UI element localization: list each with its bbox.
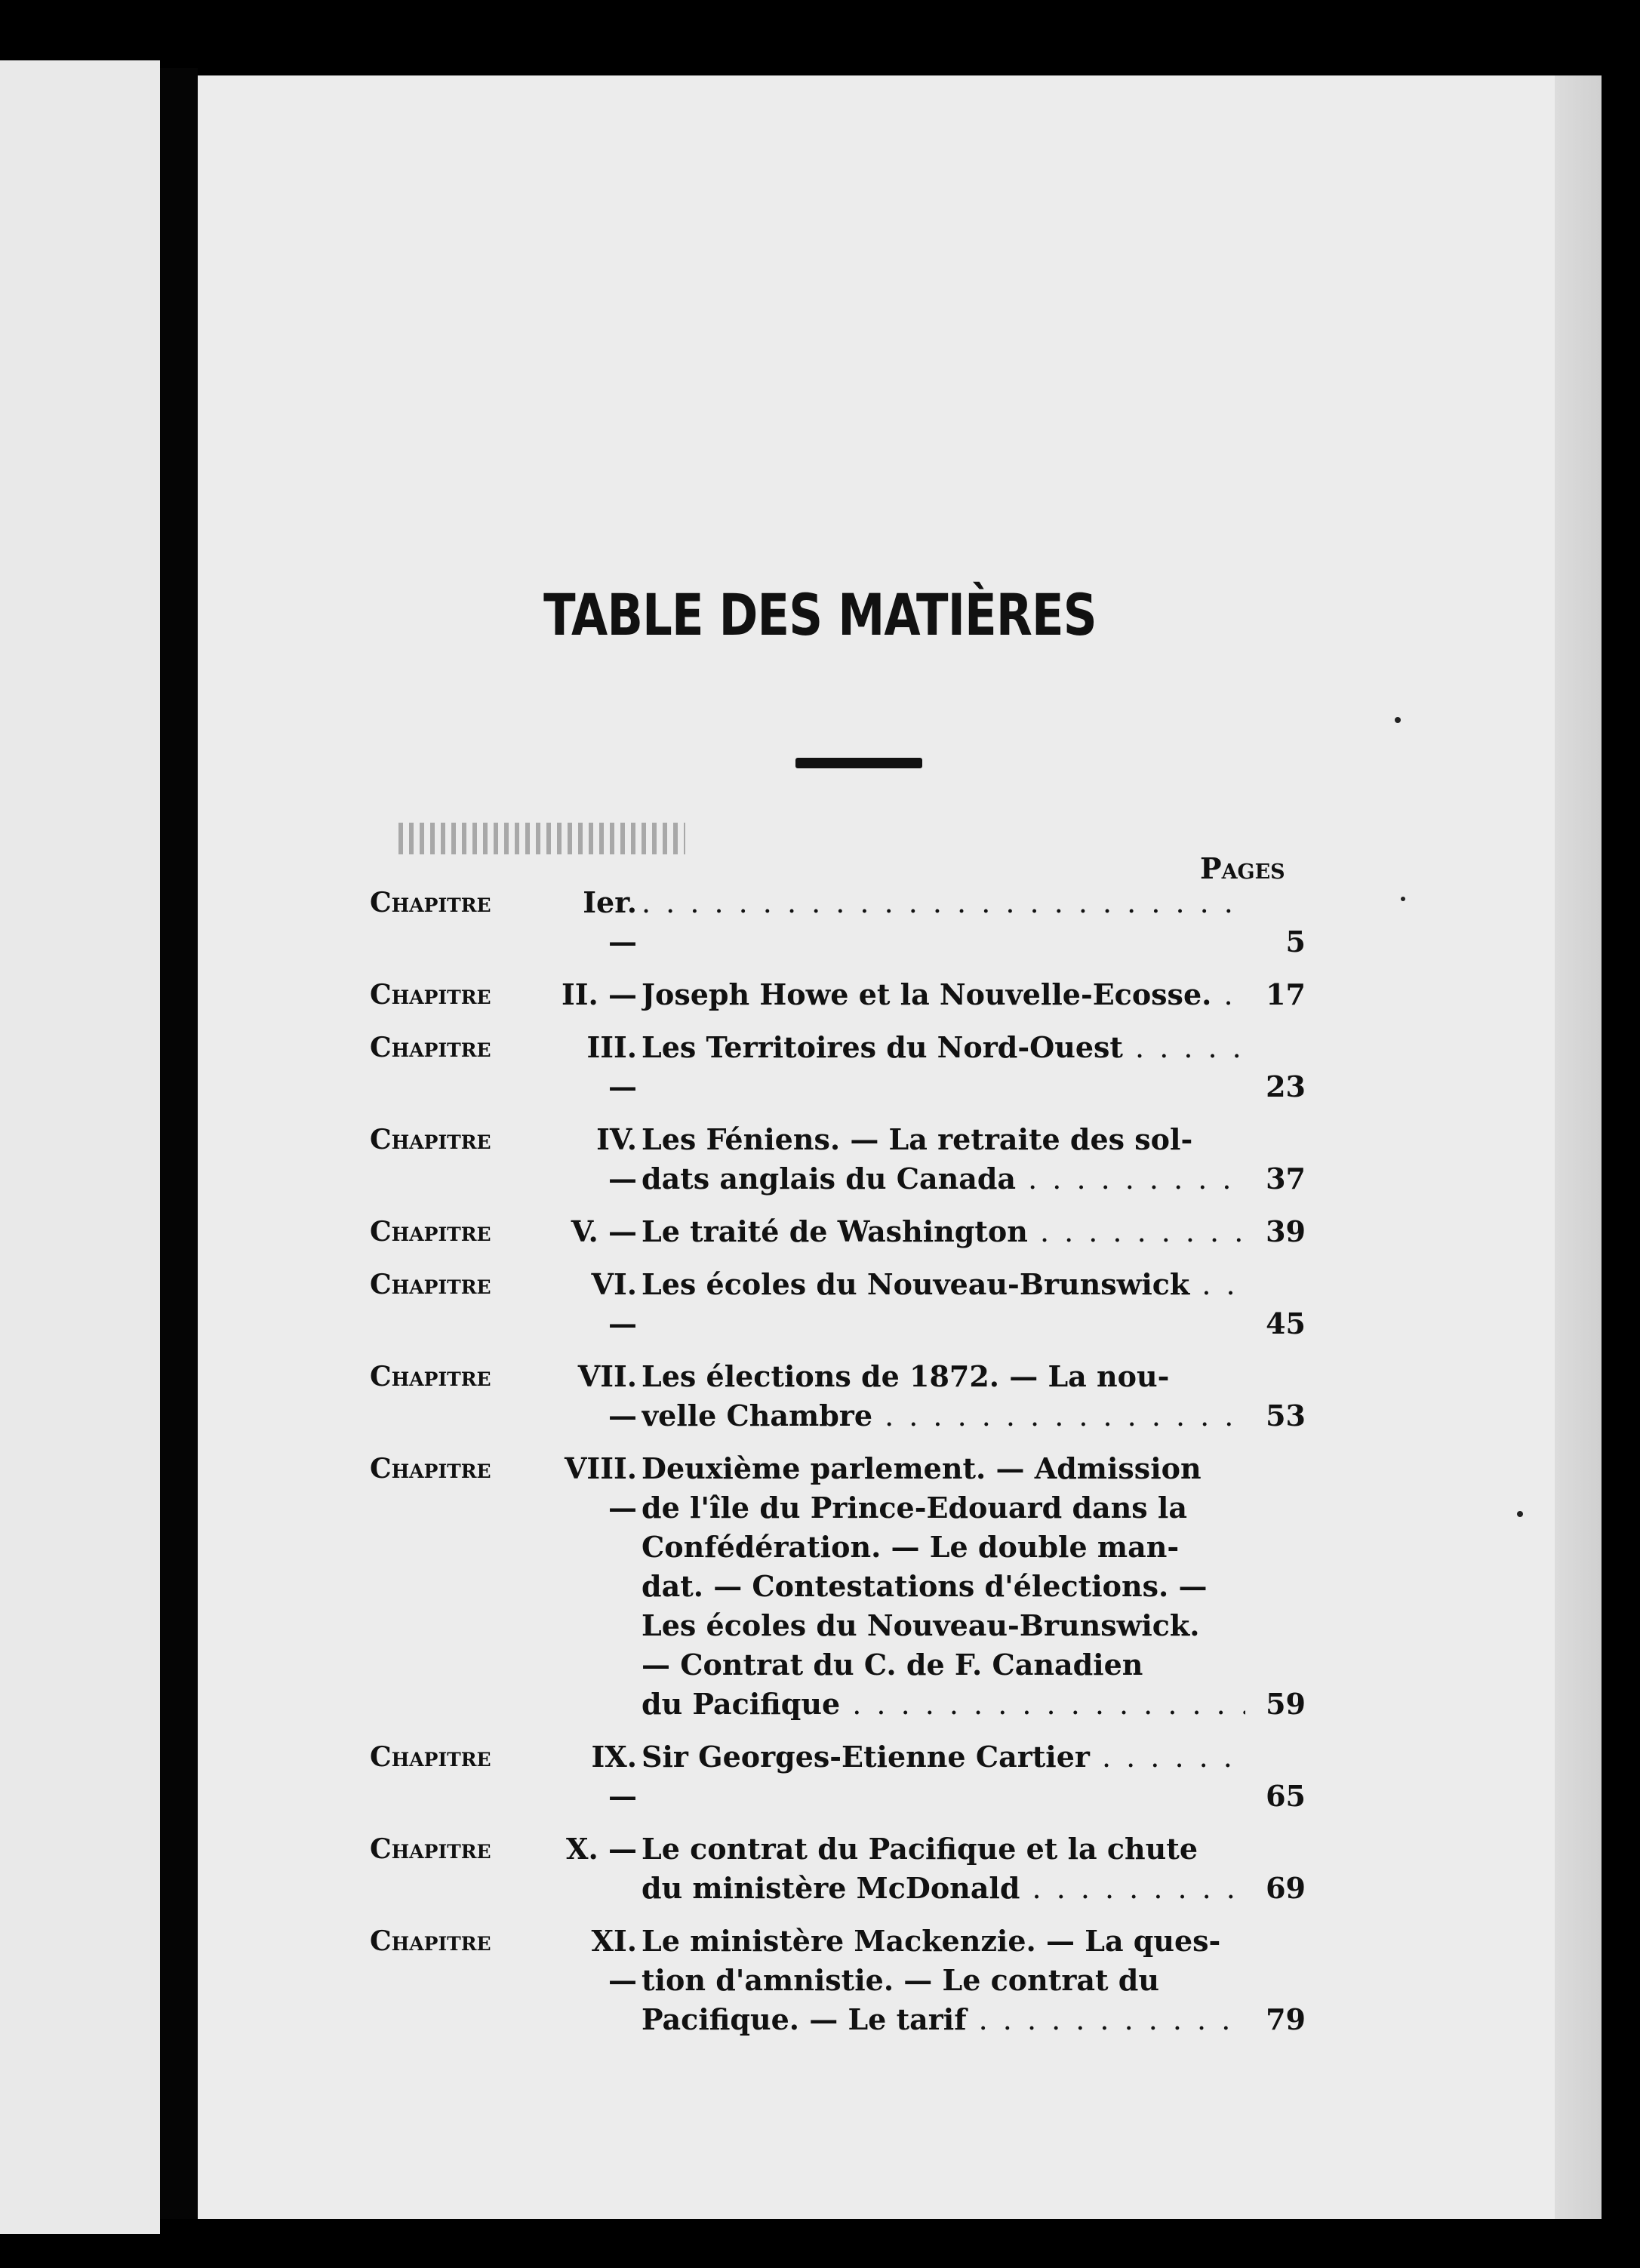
toc-entry [370,1357,1306,1436]
chapter-label: Chapitre [370,887,491,919]
chapter-title-line: Le traité de Washington . . . [642,1212,1245,1251]
toc-entry [370,883,1306,962]
chapter-title-line: — Contrat du C. de F. Canadien [642,1648,1143,1682]
chapter-title-line: du Pacifique . . . [642,1685,1245,1724]
chapter-number: V. — [571,1214,637,1248]
chapter-title-line: dat. — Contestations d'élections. — [642,1569,1208,1603]
toc-entry [370,1265,1306,1343]
chapter-title-line: Confédération. — Le double man- [642,1530,1180,1564]
chapter-title [642,1829,1245,1908]
chapter-title-line: dats anglais du Canada . . . [642,1159,1245,1199]
chapter-title [642,1922,1245,2039]
chapter-number: III. — [586,1030,637,1103]
chapter-title [642,975,1245,1014]
toc-entry [370,1922,1306,2039]
chapter-title [642,1120,1245,1199]
chapter-number: Ier. — [583,885,637,959]
chapter-label: Chapitre [370,1453,491,1485]
binding-shadow [160,68,198,2219]
chapter-number: IX. — [591,1740,637,1813]
chapter-title-line [642,883,1245,922]
page-number: 17 [1266,977,1306,1011]
chapter-title-line: du ministère McDonald . . . [642,1869,1245,1908]
chapter-number: IV. — [596,1122,637,1196]
page-number: 65 [1266,1779,1306,1813]
toc-entry [370,1829,1306,1908]
chapter-title-line: Les Territoires du Nord-Ouest . . . [642,1028,1245,1067]
toc-entry [370,1737,1306,1816]
chapter-title-line: Pacifique. — Le tarif . . . [642,2000,1245,2039]
chapter-title [642,1028,1245,1106]
chapter-title-line: Les élections de 1872. — La nou- [642,1359,1170,1393]
toc-entry [370,1028,1306,1106]
page-title: TABLE DES MATIÈRES [543,581,1097,648]
chapter-title-line: Sir Georges-Etienne Cartier . . . [642,1737,1245,1777]
toc-entry [370,1120,1306,1199]
chapter-number: XI. — [591,1924,637,1997]
title-rule [795,758,922,768]
dust-speck [1401,897,1405,901]
chapter-title-line: Les écoles du Nouveau-Brunswick . . . [642,1265,1245,1304]
toc-entry [370,1212,1306,1251]
page-number: 37 [1266,1162,1306,1196]
table-of-contents [370,883,1306,2053]
chapter-title [642,1212,1245,1251]
pages-column-header: Pages [1200,851,1285,885]
page-number: 79 [1266,2002,1306,2036]
chapter-number: VIII. — [564,1451,637,1525]
chapter-title-line: Joseph Howe et la Nouvelle-Ecosse. . . . [642,975,1245,1014]
chapter-number: X. — [566,1832,637,1866]
chapter-label: Chapitre [370,979,491,1011]
chapter-title-line: Les écoles du Nouveau-Brunswick. [642,1608,1200,1642]
chapter-label: Chapitre [370,1361,491,1392]
chapter-label: Chapitre [370,1032,491,1063]
chapter-label: Chapitre [370,1925,491,1957]
chapter-title [642,1737,1245,1816]
chapter-title-line: Deuxième parlement. — Admission [642,1451,1202,1485]
dust-speck [1395,717,1401,723]
chapter-title-line: Le ministère Mackenzie. — La ques- [642,1924,1221,1958]
facing-page-edge [0,60,160,2234]
page-number: 45 [1266,1306,1306,1340]
page-number: 39 [1266,1214,1306,1248]
chapter-title [642,1449,1245,1724]
chapter-number: II. — [561,977,637,1011]
print-smudge [398,823,685,854]
chapter-label: Chapitre [370,1269,491,1300]
chapter-label: Chapitre [370,1124,491,1156]
chapter-title [642,883,1245,962]
chapter-title [642,1357,1245,1436]
chapter-label: Chapitre [370,1216,491,1248]
chapter-label: Chapitre [370,1741,491,1773]
dust-speck [1517,1511,1523,1517]
chapter-title [642,1265,1245,1343]
chapter-title-line: Le contrat du Pacifique et la chute [642,1832,1198,1866]
chapter-title-line: de l'île du Prince-Edouard dans la [642,1491,1187,1525]
page-number: 69 [1266,1871,1306,1905]
page-edge [1555,75,1602,2219]
chapter-title-line: Les Féniens. — La retraite des sol- [642,1122,1193,1156]
chapter-number: VII. — [577,1359,637,1433]
chapter-title-line: tion d'amnistie. — Le contrat du [642,1963,1159,1997]
chapter-label: Chapitre [370,1833,491,1865]
page-number: 53 [1266,1399,1306,1433]
page-number: 59 [1266,1687,1306,1721]
chapter-title-line: velle Chambre . . . [642,1396,1245,1436]
page-number: 23 [1266,1069,1306,1103]
toc-entry [370,1449,1306,1724]
toc-entry [370,975,1306,1014]
page-number: 5 [1285,925,1306,959]
chapter-number: VI. — [591,1267,637,1340]
